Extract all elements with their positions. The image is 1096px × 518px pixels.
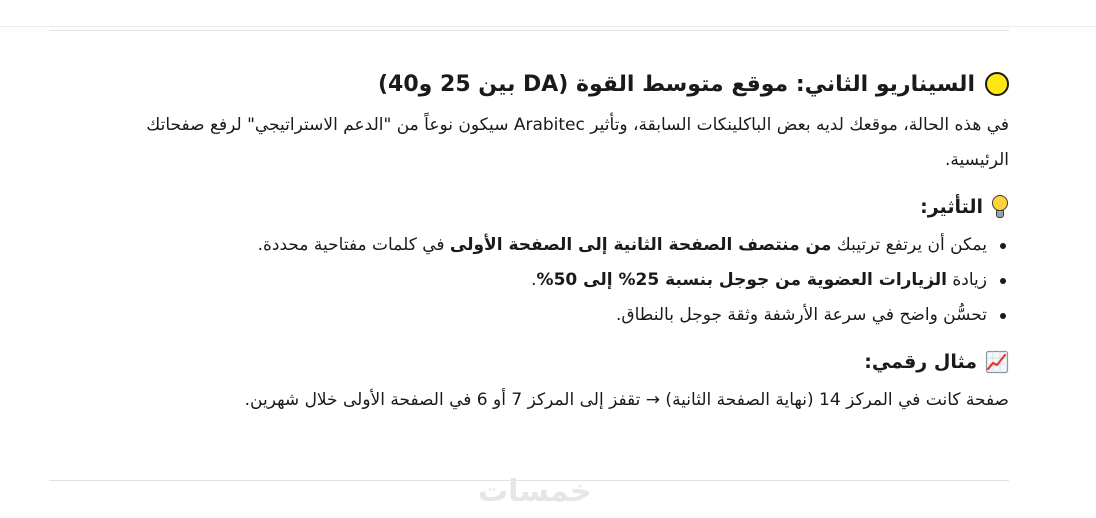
list-item <box>100 228 987 263</box>
list-item <box>100 263 987 298</box>
watermark-logo: خمسات <box>478 474 592 509</box>
example-title: مثال رقمي: <box>864 351 977 373</box>
list-item-text: تحسُّن واضح في سرعة الأرشفة وثقة جوجل بالنطاق. <box>615 305 987 325</box>
scenario-title: السيناريو الثاني: موقع متوسط القوة (DA بين 25 و40) <box>377 71 975 97</box>
scenario-description: في هذه الحالة، موقعك لديه بعض الباكلينكات السابقة، وتأثير Arabitec سيكون نوعاً من "الدعم الاستراتيجي" لرفع صفحاتك الرئيسية. <box>146 115 1009 170</box>
list-item-emphasis: من منتصف الصفحة الثانية إلى الصفحة الأولى <box>449 235 832 255</box>
example-text: صفحة كانت في المركز 14 (نهاية الصفحة الثانية) → تقفز إلى المركز 7 أو 6 في الصفحة الأولى خلال شهرين. <box>244 390 1009 410</box>
top-border <box>0 26 1096 27</box>
list-item-text: يمكن أن يرتفع ترتيبك <box>831 235 987 255</box>
article-section <box>100 64 1009 418</box>
list-item-text: زيادة <box>946 270 987 290</box>
top-divider <box>49 30 1009 31</box>
list-item-text-end: . <box>531 270 537 290</box>
lightbulb-icon <box>991 194 1009 220</box>
impact-heading <box>100 190 1009 224</box>
list-item-text-end: في كلمات مفتاحية محددة. <box>257 235 450 255</box>
list-item <box>100 298 987 333</box>
example-heading <box>100 345 1009 379</box>
impact-title: التأثير: <box>920 196 983 218</box>
yellow-circle-icon <box>985 72 1009 96</box>
scenario-heading <box>100 64 1009 104</box>
list-item-emphasis: الزيارات العضوية من جوجل بنسبة 25% إلى 50% <box>536 270 947 290</box>
impact-list <box>100 228 1009 333</box>
chart-increasing-icon <box>985 350 1009 374</box>
